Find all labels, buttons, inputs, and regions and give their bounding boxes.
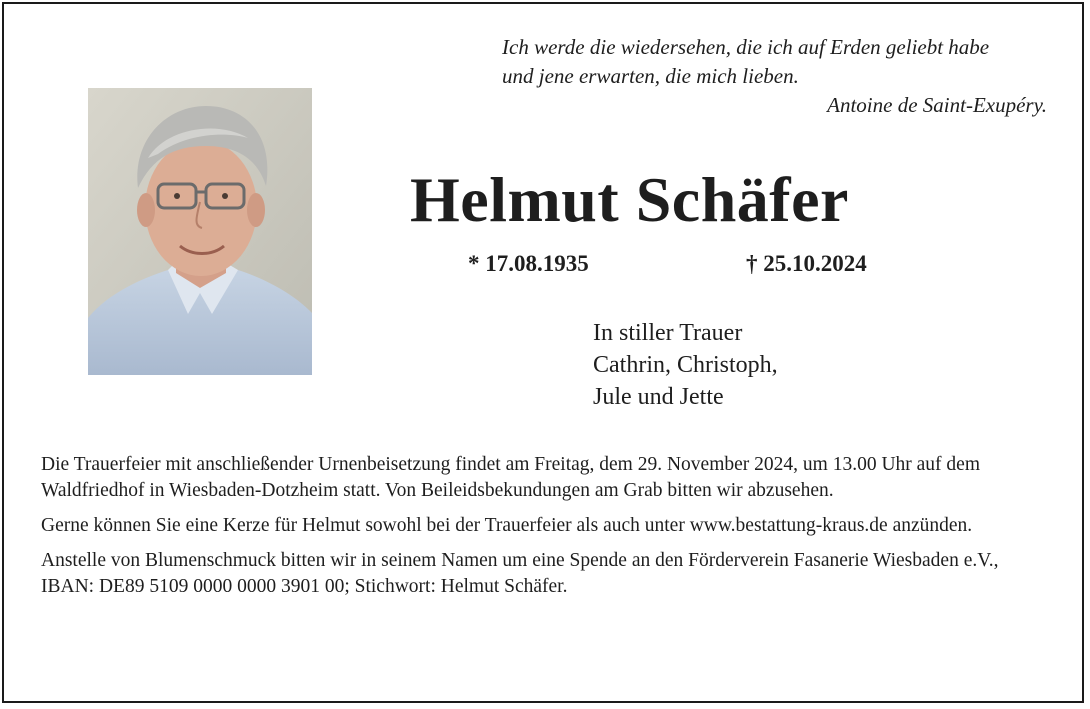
mourners-line-3: Jule und Jette [593, 384, 724, 410]
quote-line-1: Ich werde die wiedersehen, die ich auf Erden geliebt habe [502, 35, 990, 59]
quote-author: Antoine de Saint-Exupéry. [827, 93, 1047, 117]
mourners-line-1: In stiller Trauer [593, 320, 743, 346]
mourners-block [593, 317, 778, 413]
mourners-line-2: Cathrin, Christoph, [593, 352, 778, 378]
notice-paragraph-donation: Anstelle von Blumenschmuck bitten wir in seinem Namen um eine Spende an den Förderverein Fasanerie Wiesbaden e.V., IBAN: DE89 5109 0000 0000 3901 00; Stichwort: Helmut Schäfer. [41, 550, 999, 597]
deceased-name: Helmut Schäfer [410, 164, 849, 235]
notice-paragraph-funeral: Die Trauerfeier mit anschließender Urnenbeisetzung findet am Freitag, dem 29. November 2024, um 13.00 Uhr auf dem Waldfriedhof in Wiesbaden-Dotzheim statt. Von Beileidsbekundungen am Grab bitten wir abzusehen. [41, 454, 980, 501]
death-date: † 25.10.2024 [746, 251, 867, 276]
portrait-photo [88, 88, 312, 375]
quote-line-2: und jene erwarten, die mich lieben. [502, 64, 799, 88]
notice-paragraph-candle: Gerne können Sie eine Kerze für Helmut sowohl bei der Trauerfeier als auch unter www.bestattung-kraus.de anzünden. [41, 515, 973, 536]
quote-block [502, 33, 1047, 120]
birth-date: * 17.08.1935 [468, 251, 589, 276]
notice-text [41, 452, 1051, 609]
